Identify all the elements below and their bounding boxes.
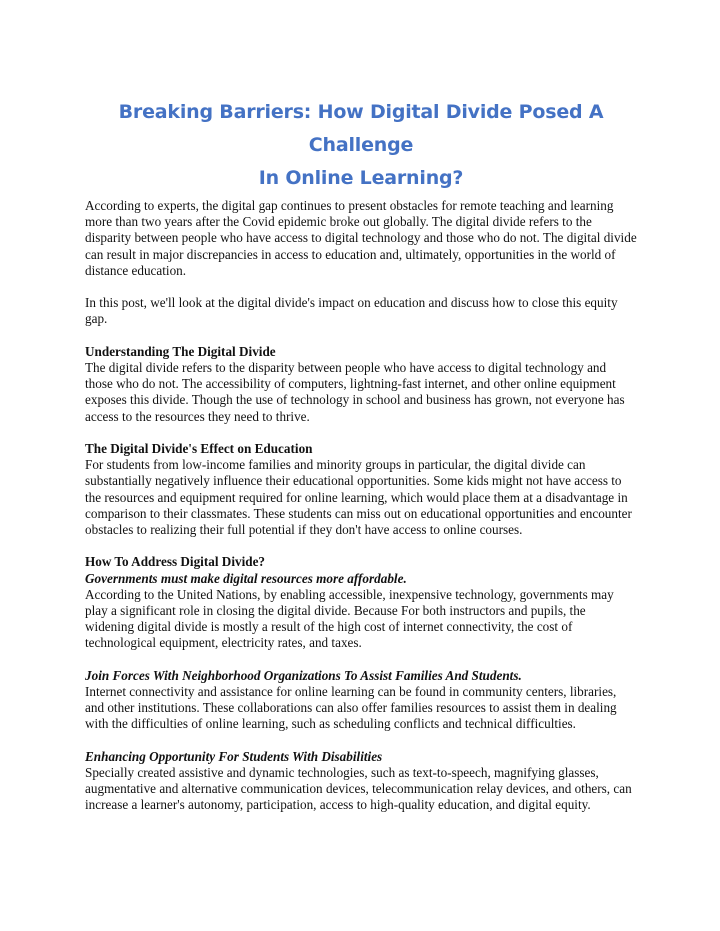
section-body: According to the United Nations, by enabling accessible, inexpensive technology, governments may play a significant role in closing the digital divide. Because For both instructors and pupils, the widening digital divide is mostly a result of the high cost of internet connectivity, the cost of technological equipment, electricity rates, and taxes. xyxy=(85,586,614,651)
section-address-divide xyxy=(85,554,637,651)
section-heading: The Digital Divide's Effect on Education xyxy=(85,441,313,456)
intro-paragraph-2: In this post, we'll look at the digital divide's impact on education and discuss how to close this equity gap. xyxy=(85,295,618,327)
document-title xyxy=(85,96,637,195)
section-body: The digital divide refers to the disparity between people who have access to digital technology and those who do not. The accessibility of computers, lightning-fast internet, and other online equipment exposes this divide. Though the use of technology in school and business has grown, not everyone has access to the resources they need to thrive. xyxy=(85,360,625,424)
section-subheading: Join Forces With Neighborhood Organizations To Assist Families And Students. xyxy=(85,667,522,683)
section-body: Internet connectivity and assistance for online learning can be found in community centers, libraries, and other institutions. These collaborations can also offer families resources to assist them in dealing with the difficulties of online learning, such as scheduling conflicts and technical difficulties. xyxy=(85,684,617,732)
section-understanding xyxy=(85,344,637,425)
section-body: Specially created assistive and dynamic technologies, such as text-to-speech, magnifying glasses, augmentative and alternative communication devices, telecommunication relay devices, and others, can increase a learner's autonomy, participation, access to high-quality education, and digital equity. xyxy=(85,765,632,813)
document-page xyxy=(85,96,637,814)
section-subheading: Enhancing Opportunity For Students With Disabilities xyxy=(85,748,383,764)
section-join-forces xyxy=(85,668,637,733)
section-disabilities xyxy=(85,749,637,814)
section-heading: How To Address Digital Divide? xyxy=(85,554,266,570)
section-heading: Understanding The Digital Divide xyxy=(85,343,276,359)
section-subheading: Governments must make digital resources more affordable. xyxy=(85,570,407,586)
section-body: For students from low-income families and minority groups in particular, the digital divide can substantially negatively influence their educational opportunities. Some kids might not have access to the resources and equipment required for online learning, which would place them at a disadvantage in comparison to their classmates. These students can miss out on educational opportunities and encounter obstacles to realizing their full potential if they don't have access to online courses. xyxy=(85,457,632,538)
title-line-2: In Online Learning? xyxy=(258,167,464,189)
intro-paragraph: According to experts, the digital gap continues to present obstacles for remote teaching and learning more than two years after the Covid epidemic broke out globally. The digital divide refers to the disparity between people who have access to digital technology and those who do not. The digital divide can result in major discrepancies in access to education and, ultimately, opportunities in the world of distance education. xyxy=(85,198,637,278)
section-effect-on-education xyxy=(85,441,637,538)
title-line-1: Breaking Barriers: How Digital Divide Posed A Challenge xyxy=(118,101,604,156)
